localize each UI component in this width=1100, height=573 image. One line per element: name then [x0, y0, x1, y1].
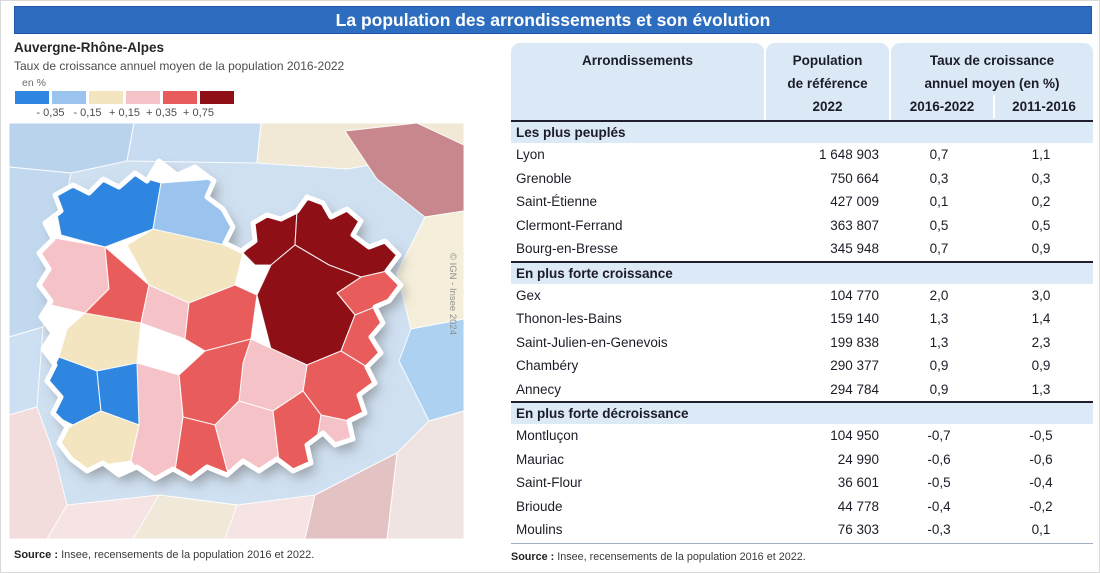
rate-2016-2022: 0,7 — [929, 241, 949, 257]
arrondissement-name: Grenoble — [516, 170, 572, 186]
rate-2016-2022: 0,3 — [929, 170, 949, 186]
header-arrondissements: Arrondissements — [511, 43, 764, 120]
legend-threshold: + 0,35 — [146, 107, 177, 119]
table-row — [511, 354, 1093, 378]
legend-swatch — [126, 91, 160, 104]
rate-2011-2016: 0,9 — [1031, 241, 1051, 257]
population-value: 427 009 — [830, 194, 879, 210]
rate-2011-2016: -0,5 — [1029, 428, 1053, 444]
rate-2011-2016: -0,6 — [1029, 451, 1053, 467]
rate-2016-2022: -0,7 — [927, 428, 951, 444]
arrondissement-name: Bourg-en-Bresse — [516, 241, 619, 257]
rate-2016-2022: 1,3 — [929, 311, 949, 327]
rate-2016-2022: 0,9 — [929, 381, 949, 397]
population-value: 104 770 — [830, 287, 879, 303]
arrondissement-name: Saint-Étienne — [516, 194, 598, 210]
legend-swatch — [52, 91, 86, 104]
rate-2016-2022: 0,5 — [929, 217, 949, 233]
population-value: 24 990 — [837, 451, 879, 467]
population-value: 159 140 — [830, 311, 879, 327]
map-region-title: Auvergne-Rhône-Alpes — [14, 40, 165, 55]
arrondissement-name: Chambéry — [516, 358, 579, 374]
header-period-2011-2016: 2011-2016 — [995, 95, 1093, 118]
map-copyright: © IGN - Insee 2024 — [447, 253, 458, 335]
table-source-text: Insee, recensements de la population 2016 et 2022. — [557, 550, 806, 563]
arrondissement-name: Thonon-les-Bains — [516, 311, 622, 327]
rate-2011-2016: 1,1 — [1031, 147, 1051, 163]
population-value: 36 601 — [837, 475, 879, 491]
map-source-label: Source : — [14, 549, 59, 561]
section-header: En plus forte croissance — [511, 261, 1093, 284]
arrondissement-name: Clermont-Ferrand — [516, 217, 623, 233]
header-taux: Taux de croissance annuel moyen (en %) 2016-2022 2011-2016 — [891, 43, 1093, 120]
map-subtitle: Taux de croissance annuel moyen de la population 2016-2022 — [14, 59, 345, 73]
rate-2016-2022: -0,5 — [927, 475, 951, 491]
rate-2011-2016: 0,1 — [1031, 522, 1051, 538]
table-row — [511, 190, 1093, 214]
rate-2011-2016: 0,3 — [1031, 170, 1051, 186]
rate-2016-2022: 0,1 — [929, 194, 949, 210]
rate-2011-2016: 1,4 — [1031, 311, 1051, 327]
table-row — [511, 284, 1093, 308]
population-value: 104 950 — [830, 428, 879, 444]
population-value: 363 807 — [830, 217, 879, 233]
page-title: La population des arrondissements et son évolution — [14, 6, 1092, 34]
map-source-text: Insee, recensements de la population 2016 et 2022. — [61, 549, 315, 561]
table-row — [511, 378, 1093, 402]
legend-labels — [32, 107, 217, 119]
arrondissement-name: Mauriac — [516, 451, 565, 467]
population-value: 290 377 — [830, 358, 879, 374]
legend-unit-label: en % — [22, 77, 46, 89]
header-periods — [891, 95, 1093, 118]
rate-2011-2016: 0,5 — [1031, 217, 1051, 233]
table-row — [511, 214, 1093, 238]
section-header: Les plus peuplés — [511, 120, 1093, 143]
population-value: 1 648 903 — [818, 147, 879, 163]
rate-2011-2016: 1,3 — [1031, 381, 1051, 397]
arrondissement-name: Montluçon — [516, 428, 579, 444]
legend-swatch — [15, 91, 49, 104]
map-source — [14, 549, 314, 561]
legend-threshold: + 0,15 — [109, 107, 140, 119]
header-period-2016-2022: 2016-2022 — [891, 95, 993, 118]
rate-2011-2016: -0,4 — [1029, 475, 1053, 491]
table-row — [511, 331, 1093, 355]
arrondissement-name: Moulins — [516, 522, 563, 538]
table-row — [511, 448, 1093, 472]
population-value: 750 664 — [830, 170, 879, 186]
table-row — [511, 518, 1093, 542]
rate-2016-2022: 0,7 — [929, 147, 949, 163]
rate-2016-2022: -0,4 — [927, 498, 951, 514]
table-source — [511, 544, 1093, 563]
arrondissement-name: Annecy — [516, 381, 562, 397]
legend-threshold: + 0,75 — [183, 107, 214, 119]
population-table — [511, 43, 1093, 563]
legend-swatch — [200, 91, 234, 104]
legend-swatches — [15, 91, 234, 104]
table-row — [511, 307, 1093, 331]
rate-2016-2022: -0,3 — [927, 522, 951, 538]
choropleth-map — [9, 123, 464, 539]
choropleth-map-svg — [9, 123, 464, 539]
arrondissement-name: Brioude — [516, 498, 563, 514]
rate-2016-2022: 1,3 — [929, 334, 949, 350]
header-population: Population de référence 2022 — [766, 43, 889, 120]
map-region-cells — [37, 173, 401, 481]
rate-2011-2016: 3,0 — [1031, 287, 1051, 303]
arrondissement-name: Lyon — [516, 147, 545, 163]
legend-threshold: - 0,15 — [73, 107, 102, 119]
table-row — [511, 424, 1093, 448]
population-value: 199 838 — [830, 334, 879, 350]
table-source-label: Source : — [511, 550, 555, 563]
arrondissement-name: Saint-Flour — [516, 475, 583, 491]
population-value: 44 778 — [837, 498, 879, 514]
legend-swatch — [89, 91, 123, 104]
rate-2016-2022: -0,6 — [927, 451, 951, 467]
table-row — [511, 167, 1093, 191]
table-row — [511, 495, 1093, 519]
table-header — [511, 43, 1093, 120]
arrondissement-name: Gex — [516, 287, 541, 303]
rate-2016-2022: 0,9 — [929, 358, 949, 374]
legend-swatch — [163, 91, 197, 104]
table-body — [511, 120, 1093, 542]
population-value: 294 784 — [830, 381, 879, 397]
rate-2011-2016: 2,3 — [1031, 334, 1051, 350]
table-row — [511, 471, 1093, 495]
table-row — [511, 143, 1093, 167]
rate-2016-2022: 2,0 — [929, 287, 949, 303]
population-value: 76 303 — [837, 522, 879, 538]
rate-2011-2016: 0,2 — [1031, 194, 1051, 210]
population-value: 345 948 — [830, 241, 879, 257]
table-row — [511, 237, 1093, 261]
rate-2011-2016: -0,2 — [1029, 498, 1053, 514]
rate-2011-2016: 0,9 — [1031, 358, 1051, 374]
arrondissement-name: Saint-Julien-en-Genevois — [516, 334, 668, 350]
section-header: En plus forte décroissance — [511, 401, 1093, 424]
legend-threshold: - 0,35 — [36, 107, 65, 119]
